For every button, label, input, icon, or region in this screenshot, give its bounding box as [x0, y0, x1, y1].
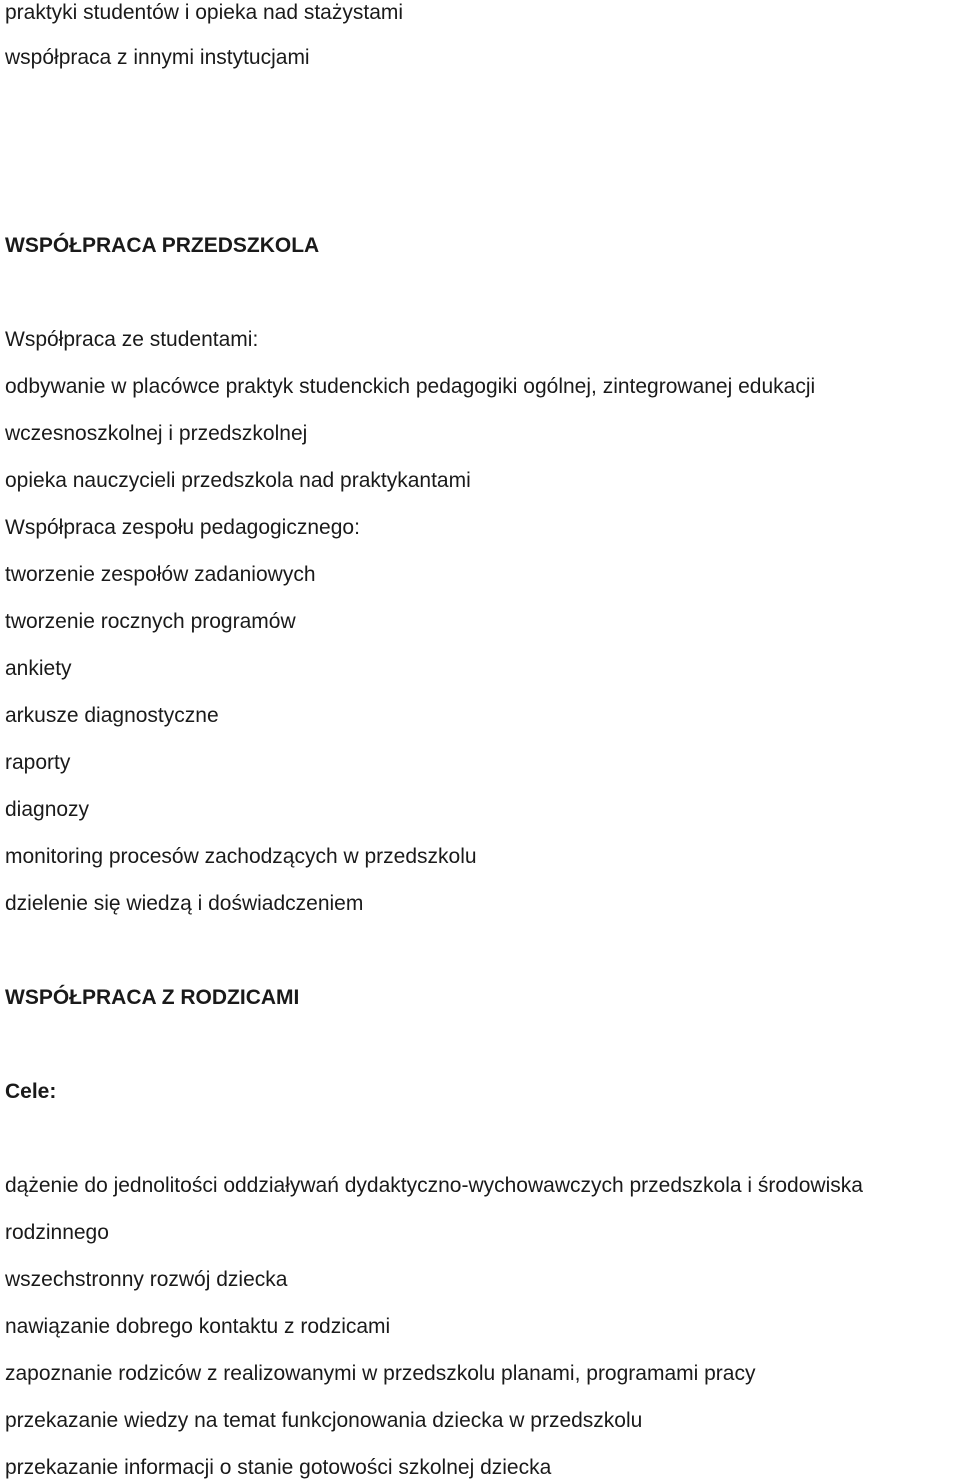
section-heading-rodzice: WSPÓŁPRACA Z RODZICAMI: [5, 986, 300, 1009]
goals-label: Cele:: [5, 1080, 57, 1103]
team-item: ankiety: [5, 657, 72, 680]
team-item: dzielenie się wiedzą i doświadczeniem: [5, 892, 364, 915]
students-item-1-line-1: odbywanie w placówce praktyk studenckich pedagogiki ogólnej, zintegrowanej edukacji: [5, 375, 816, 398]
section-heading-przedszkola: WSPÓŁPRACA PRZEDSZKOLA: [5, 234, 320, 257]
intro-line-1: praktyki studentów i opieka nad stażystami: [5, 1, 404, 24]
goal-item: nawiązanie dobrego kontaktu z rodzicami: [5, 1315, 391, 1338]
team-item: monitoring procesów zachodzących w przedszkolu: [5, 845, 477, 868]
goal-1-line-2: rodzinnego: [5, 1221, 109, 1244]
students-label: Współpraca ze studentami:: [5, 328, 259, 351]
goal-item: przekazanie informacji o stanie gotowości szkolnej dziecka: [5, 1456, 552, 1479]
team-item: diagnozy: [5, 798, 90, 821]
goal-item: zapoznanie rodziców z realizowanymi w przedszkolu planami, programami pracy: [5, 1362, 756, 1385]
goal-item: przekazanie wiedzy na temat funkcjonowania dziecka w przedszkolu: [5, 1409, 643, 1432]
team-item: tworzenie zespołów zadaniowych: [5, 563, 316, 586]
students-item-2: opieka nauczycieli przedszkola nad praktykantami: [5, 469, 471, 492]
team-item: tworzenie rocznych programów: [5, 610, 296, 633]
team-label: Współpraca zespołu pedagogicznego:: [5, 516, 360, 539]
goal-item: wszechstronny rozwój dziecka: [5, 1268, 288, 1291]
team-item: arkusze diagnostyczne: [5, 704, 219, 727]
team-item: raporty: [5, 751, 71, 774]
goal-1-line-1: dążenie do jednolitości oddziaływań dydaktyczno-wychowawczych przedszkola i środowiska: [5, 1174, 863, 1197]
students-item-1-line-2: wczesnoszkolnej i przedszkolnej: [5, 422, 308, 445]
intro-line-2: współpraca z innymi instytucjami: [5, 46, 310, 69]
